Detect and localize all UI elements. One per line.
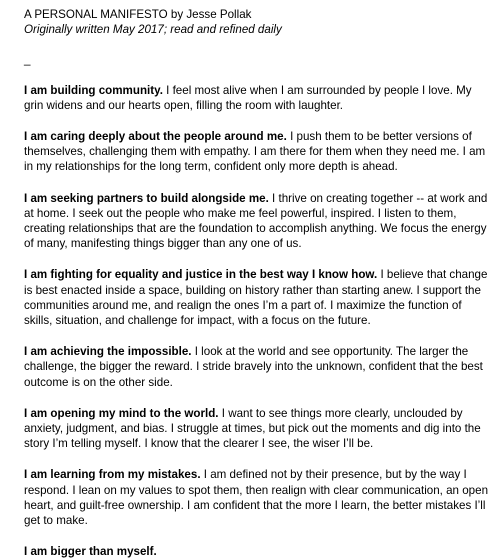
paragraph-body: I thrive on creating together -- at work and at home. I seek out the people who make me feel powerful, inspired. I listen to them, creating relationships that are the foundation to accomplish anything. We focus the energy of many, manifesting things bigger than any one of us. bbox=[24, 191, 488, 251]
separator-mark: _ bbox=[24, 53, 31, 67]
paragraph-body: I feel most alive when I am surrounded by people I love. My grin widens and our hearts open, filling the room with laughter. bbox=[24, 83, 472, 112]
paragraph-body: I am defined not by their presence, but by the way I respond. I lean on my values to spot them, then realign with clear communication, an open heart, and guilt-free ownership. I am confident that the more I learn, the better mistakes I’ll get to make. bbox=[24, 468, 489, 528]
document-title: A PERSONAL MANIFESTO by Jesse Pollak bbox=[24, 8, 252, 21]
paragraph-lead: I am bigger than myself. bbox=[24, 545, 157, 559]
manifesto-document bbox=[24, 7, 490, 559]
manifesto-paragraph-bigger bbox=[24, 544, 490, 559]
manifesto-paragraph-partners bbox=[24, 191, 490, 252]
manifesto-paragraph-impossible bbox=[24, 344, 490, 390]
paragraph-body: I believe that change is best enacted inside a space, building on history rather than starting anew. I support the communities around me, and realign the ones I’m a part of. I maximize the function of skills, situation, and challenge for impact, with a focus on the future. bbox=[24, 268, 488, 328]
manifesto-paragraph-community bbox=[24, 83, 490, 113]
paragraph-lead: I am seeking partners to build alongside me. bbox=[24, 191, 269, 205]
paragraph-lead: I am caring deeply about the people around me. bbox=[24, 130, 287, 144]
document-subtitle: Originally written May 2017; read and refined daily bbox=[24, 23, 282, 37]
manifesto-paragraph-equality bbox=[24, 267, 490, 328]
paragraph-lead: I am building community. bbox=[24, 83, 163, 97]
paragraph-body: I push them to be better versions of themselves, challenging them with empathy. I am there for them when they need me. I am in my relationships for the long term, confident only more depth is ahead. bbox=[24, 130, 486, 174]
paragraph-lead: I am achieving the impossible. bbox=[24, 345, 192, 359]
paragraph-lead: I am fighting for equality and justice in the best way I know how. bbox=[24, 268, 378, 282]
paragraph-body: I want to see things more clearly, unclouded by anxiety, judgment, and bias. I struggle at times, but pick out the moments and dig into the story I’m telling myself. I know that the clearer I see, the wiser I’ll be. bbox=[24, 406, 481, 451]
manifesto-paragraph-caring bbox=[24, 129, 490, 175]
paragraph-lead: I am opening my mind to the world. bbox=[24, 406, 219, 420]
manifesto-paragraph-mistakes bbox=[24, 467, 490, 528]
paragraph-body: I look at the world and see opportunity. The larger the challenge, the bigger the reward. I stride bravely into the unknown, confident that the best outcome is on the other side. bbox=[24, 345, 483, 389]
manifesto-paragraph-open-mind bbox=[24, 406, 490, 452]
paragraph-lead: I am learning from my mistakes. bbox=[24, 468, 201, 482]
